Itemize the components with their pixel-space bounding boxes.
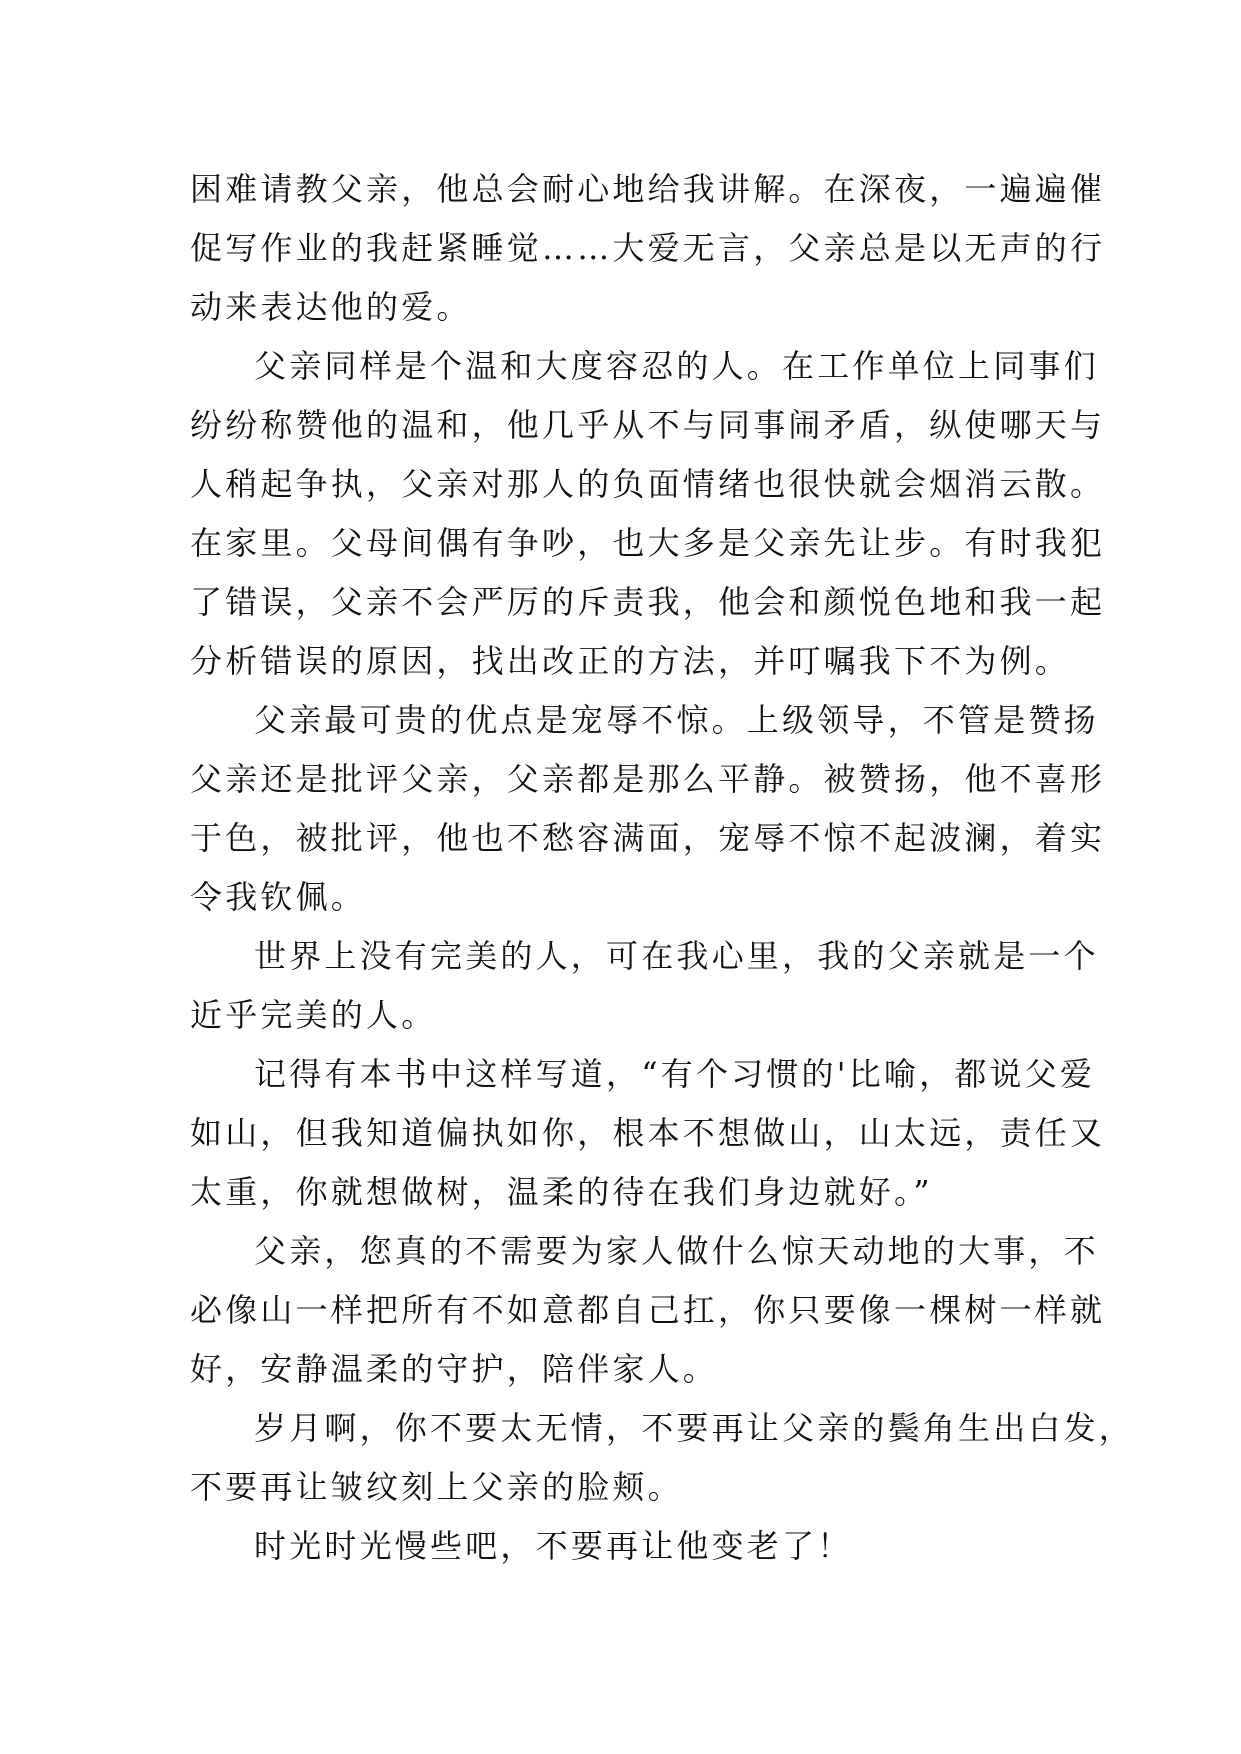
text-line: 好，安静温柔的守护，陪伴家人。 [190,1350,719,1388]
text-line: 如山，但我知道偏执如你，根本不想做山，山太远，责任又 [190,1114,1106,1152]
text-line: 于色，被批评，他也不愁容满面，宠辱不惊不起波澜，着实 [190,819,1106,857]
text-line: 太重，你就想做树，温柔的待在我们身边就好。” [190,1173,933,1211]
text-line: 在家里。父母间偶有争吵，也大多是父亲先让步。有时我犯 [190,524,1106,562]
text-line: 近乎完美的人。 [190,996,437,1034]
text-line: 困难请教父亲，他总会耐心地给我讲解。在深夜，一遍遍催 [190,170,1106,208]
text-line: 世界上没有完美的人，可在我心里，我的父亲就是一个 [254,937,1099,975]
text-line: 分析错误的原因，找出改正的方法，并叮嘱我下不为例。 [190,642,1071,680]
text-line: 令我钦佩。 [190,878,367,916]
text-line: 父亲，您真的不需要为家人做什么惊天动地的大事，不 [254,1232,1099,1270]
text-line: 纷纷称赞他的温和，他几乎从不与同事闹矛盾，纵使哪天与 [190,406,1106,444]
text-line: 人稍起争执，父亲对那人的负面情绪也很快就会烟消云散。 [190,465,1106,503]
text-line: 必像山一样把所有不如意都自己扛，你只要像一棵树一样就 [190,1291,1106,1329]
text-line: 父亲最可贵的优点是宠辱不惊。上级领导，不管是赞扬 [254,701,1099,739]
text-line: 时光时光慢些吧，不要再让他变老了！ [254,1527,853,1565]
text-line: 岁月啊，你不要太无情，不要再让父亲的鬓角生出白发， [254,1409,1135,1447]
text-line: 父亲还是批评父亲，父亲都是那么平静。被赞扬，他不喜形 [190,760,1106,798]
text-line: 动来表达他的爱。 [190,288,472,326]
text-line: 了错误，父亲不会严厉的斥责我，他会和颜悦色地和我一起 [190,583,1106,621]
text-line: 不要再让皱纹刻上父亲的脸颊。 [190,1468,683,1506]
text-line: 记得有本书中这样写道，“有个习惯的'比喻，都说父爱 [254,1055,1096,1093]
text-line: 父亲同样是个温和大度容忍的人。在工作单位上同事们 [254,347,1099,385]
document-body [190,160,1135,1576]
text-line: 促写作业的我赶紧睡觉……大爱无言，父亲总是以无声的行 [190,229,1106,267]
